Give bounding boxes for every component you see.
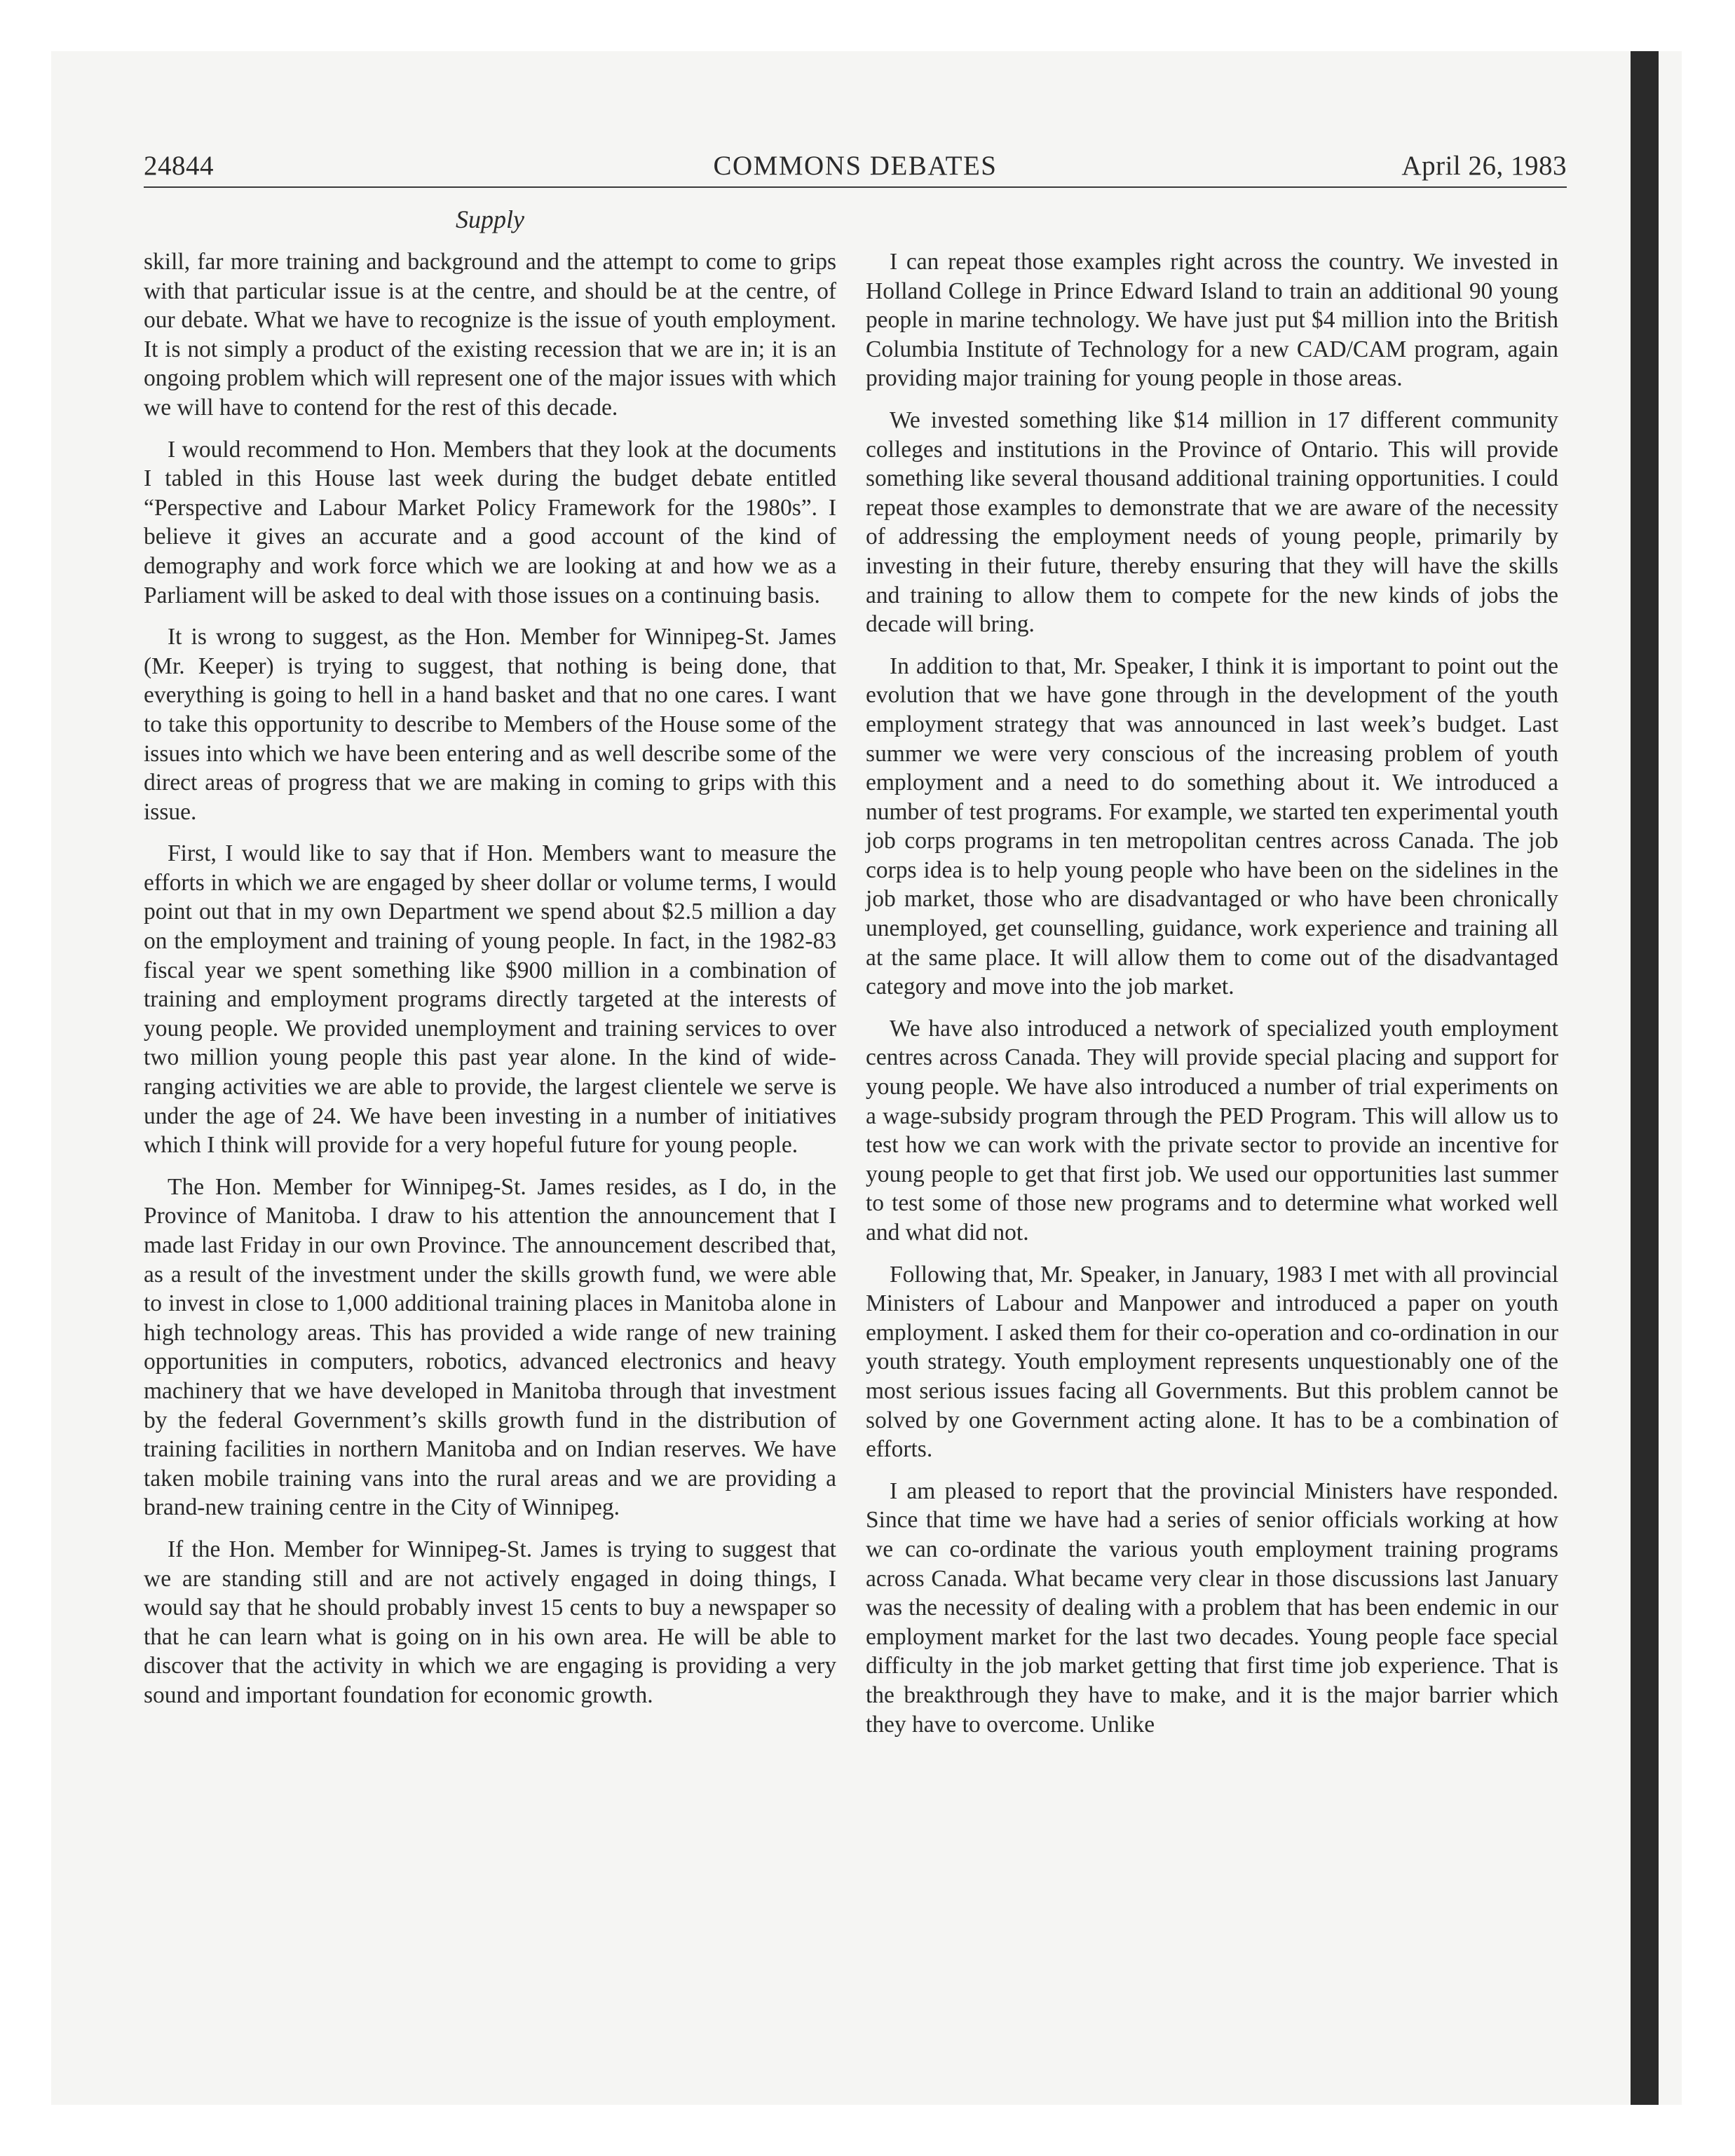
paragraph: skill, far more training and background and the attempt to come to grips with that particular issue is at the centre, and should be at the centre, of our debate. What we have to recognize is the issue of youth employment. It is not simply a product of the existing recession that we are in; it is an ongoing problem which will represent one of the major issues with which we will have to contend for the rest of this decade. (144, 249, 836, 421)
paragraph: The Hon. Member for Winnipeg-St. James resides, as I do, in the Province of Manitoba. I draw to his attention the announcement that I made last Friday in our own Province. The announcement described that, as a result of the investment under the skills growth fund, we were able to invest in close to 1,000 additional training places in Manitoba alone in high technology areas. This has provided a wide range of new training opportunities in computers, robotics, advanced electronics and heavy machinery that we have developed in Manitoba through that investment by the federal Government’s skills growth fund in the distribution of training facilities in northern Manitoba and on Indian reserves. We have taken mobile training vans into the rural areas and we are providing a brand-new training centre in the City of Winnipeg. (144, 1173, 836, 1521)
running-header (144, 150, 1567, 186)
paragraph: I would recommend to Hon. Members that they look at the documents I tabled in this House last week during the budget debate entitled “Perspective and Labour Market Policy Framework for the 1980s”. I believe it gives an accurate and a good account of the kind of demography and work force which we are looking at and how we as a Parliament will be asked to deal with those issues on a continuing basis. (144, 436, 836, 608)
paragraph: If the Hon. Member for Winnipeg-St. James is trying to suggest that we are standing still and are not actively engaged in doing things, I would say that he should probably invest 15 cents to buy a newspaper so that he can learn what is going on in his own area. He will be able to discover that the activity in which we are engaging is providing a very sound and important foundation for economic growth. (144, 1536, 836, 1708)
left-column (144, 247, 836, 1723)
paragraph: First, I would like to say that if Hon. Members want to measure the efforts in which we are engaged by sheer dollar or volume terms, I would point out that in my own Department we spend about $2.5 million a day on the employment and training of young people. In fact, in the 1982-83 fiscal year we spent something like $900 million in a combination of training and employment programs directly targeted at the interests of young people. We provided unemployment and training services to over two million young people this past year alone. In the kind of wide-ranging activities we are able to provide, the largest clientele we serve is under the age of 24. We have been investing in a number of initiatives which I think will provide for a very hopeful future for young people. (144, 840, 836, 1159)
page-number: 24844 (144, 151, 214, 181)
scan-edge-shadow (1631, 51, 1659, 2105)
publication-title: COMMONS DEBATES (713, 151, 998, 181)
right-column (866, 247, 1558, 1752)
paragraph: We have also introduced a network of specialized youth employment centres across Canada. They will provide special placing and support for young people. We have also introduced a number of trial experiments on a wage-subsidy program through the PED Program. This will allow us to test how we can work with the private sector to provide an incentive for young people to get that first job. We used our opportunities last summer to test some of those new programs and to determine what worked well and what did not. (866, 1015, 1558, 1246)
publication-date: April 26, 1983 (1401, 151, 1567, 181)
section-title: Supply (456, 205, 524, 233)
paragraph: We invested something like $14 million in 17 different community colleges and institutions in the Province of Ontario. This will provide something like several thousand additional training opportunities. I could repeat those examples to demonstrate that we are aware of the necessity of addressing the employment needs of young people, primarily by investing in their future, thereby ensuring that they will have the skills and training to allow them to compete for the new kinds of jobs the decade will bring. (866, 407, 1558, 638)
paragraph: I can repeat those examples right across the country. We invested in Holland College in Prince Edward Island to train an additional 90 young people in marine technology. We have just put $4 million into the British Columbia Institute of Technology for a new CAD/CAM program, again providing major training for young people in those areas. (866, 249, 1558, 392)
paragraph: It is wrong to suggest, as the Hon. Member for Winnipeg-St. James (Mr. Keeper) is trying to suggest, that nothing is being done, that everything is going to hell in a hand basket and that no one cares. I want to take this opportunity to describe to Members of the House some of the issues into which we have been entering and as well describe some of the direct areas of progress that we are making in coming to grips with this issue. (144, 624, 836, 825)
paragraph: I am pleased to report that the provincial Ministers have responded. Since that time we have had a series of senior officials working at how we can co-ordinate the various youth employment training programs across Canada. What became very clear in those discussions last January was the necessity of dealing with a problem that has been endemic in our employment market for the last two decades. Young people face special difficulty in the job market getting that first time job experience. That is the breakthrough they have to make, and it is the major barrier which they have to overcome. Unlike (866, 1478, 1558, 1738)
header-rule (144, 186, 1567, 188)
paragraph: Following that, Mr. Speaker, in January, 1983 I met with all provincial Ministers of Labour and Manpower and introduced a paper on youth employment. I asked them for their co-operation and co-ordination in our youth strategy. Youth employment represents unquestionably one of the most serious issues facing all Governments. But this problem cannot be solved by one Government acting alone. It has to be a combination of efforts. (866, 1261, 1558, 1463)
paragraph: In addition to that, Mr. Speaker, I think it is important to point out the evolution that we have gone through in the development of the youth employment strategy that was announced in last week’s budget. Last summer we were very conscious of the increasing problem of youth employment and a need to do something about it. We introduced a number of test programs. For example, we started ten experimental youth job corps programs in ten metropolitan centres across Canada. The job corps idea is to help young people who have been on the sidelines in the job market, those who are disadvantaged or who have been chronically unemployed, get counselling, guidance, work experience and training all at the same place. It will allow them to come out of the disadvantaged category and move into the job market. (866, 653, 1558, 1000)
